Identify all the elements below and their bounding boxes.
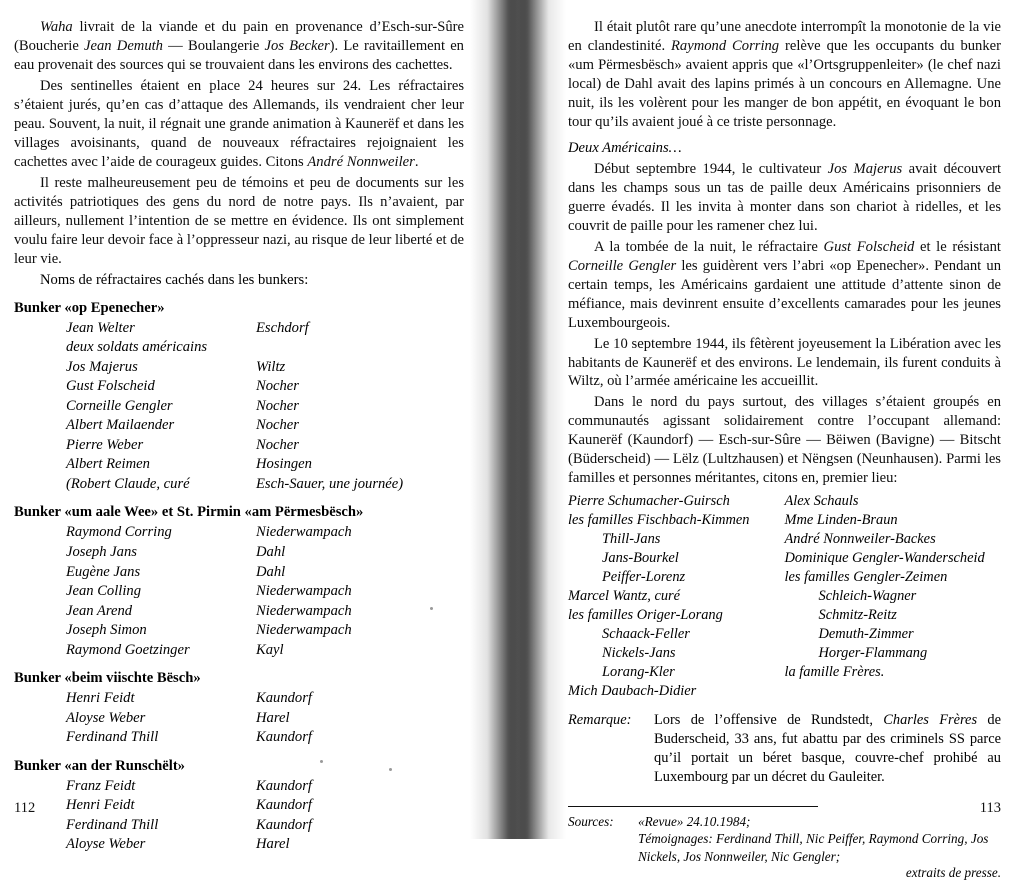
person-place: Niederwampach [256, 602, 352, 619]
list-item [14, 816, 464, 836]
person-name: Pierre Weber [66, 436, 144, 453]
person-place: Kaundorf [256, 797, 312, 814]
family-entry: Mme Linden-Braun [784, 512, 898, 529]
name-list [14, 689, 464, 748]
page-number-left: 112 [14, 800, 36, 816]
list-item [14, 621, 464, 641]
person-place: Nocher [256, 436, 299, 453]
families-column-left [568, 492, 785, 701]
bunker-title: Bunker «an der Runschëlt» [14, 757, 185, 774]
sources-line: «Revue» 24.10.1984; [638, 814, 751, 830]
person-name: Jean Colling [66, 583, 141, 600]
person-place: Kaundorf [256, 690, 312, 707]
person-name: (Robert Claude, curé [66, 475, 190, 492]
footnote-rule [568, 806, 818, 807]
family-entry: Nickels-Jans [602, 645, 676, 662]
sources-credit: extraits de presse. [905, 864, 1001, 880]
person-place: Kaundorf [256, 816, 312, 833]
person-name: Eugène Jans [66, 563, 141, 580]
bunker-title: Bunker «beim viischte Bësch» [14, 670, 201, 687]
name-list [14, 523, 464, 660]
family-entry: les familles Origer-Lorang [568, 607, 723, 624]
remark-block [568, 711, 1001, 786]
person-place: Niederwampach [256, 524, 352, 541]
list-item [14, 319, 464, 339]
person-name: Raymond Goetzinger [66, 641, 190, 658]
person-place: Kaundorf [256, 777, 312, 794]
person-name: Aloyse Weber [66, 709, 146, 726]
bunker-section [14, 669, 464, 748]
list-item [14, 563, 464, 583]
family-entry: Schmitz-Reitz [818, 607, 897, 624]
person-name: Ferdinand Thill [66, 816, 159, 833]
list-item [14, 377, 464, 397]
family-entry: Pierre Schumacher-Guirsch [568, 493, 730, 510]
family-entry: Mich Daubach-Didier [568, 683, 697, 700]
person-name: Albert Mailaender [66, 417, 175, 434]
person-place: Wiltz [256, 358, 286, 375]
person-place: Dahl [256, 563, 286, 580]
person-name: deux soldats américains [66, 339, 208, 356]
family-entry: Thill-Jans [602, 531, 661, 548]
family-entry: la famille Frères. [784, 664, 885, 681]
name-list [14, 319, 464, 495]
paper-speck [389, 768, 392, 771]
list-item [14, 728, 464, 748]
person-name: Joseph Jans [66, 543, 137, 560]
family-entry: Dominique Gengler-Wanderscheid [784, 550, 985, 567]
person-name: Raymond Corring [66, 524, 172, 541]
section-title: Deux Américains… [568, 139, 682, 156]
person-name: Joseph Simon [66, 622, 147, 639]
sources-line: Témoignages: Ferdinand Thill, Nic Peiffer, Raymond Corring, Jos Nickels, Jos Nonnweiler, Nic Gengler; [638, 831, 989, 864]
families-columns [568, 492, 1001, 701]
list-item [14, 436, 464, 456]
list-item [14, 358, 464, 378]
family-entry: les familles Fischbach-Kimmen [568, 512, 750, 529]
list-item [14, 602, 464, 622]
paragraph: A la tombée de la nuit, le réfractaire Gust Folscheid et le résistant Corneille Gengler les guidèrent vers l’abri «op Epenecher». Pendant un certain temps, les Américains gardaient une attitude d’attente sinon de méfiance, mais devinrent ensuite d’excellents camarades pour les jeunes Luxembourgeois. [568, 238, 1001, 331]
remark-label: Remarque: [568, 712, 632, 729]
page-right [500, 0, 1023, 880]
paper-speck [320, 760, 323, 763]
family-entry: André Nonnweiler-Backes [784, 531, 936, 548]
person-name: Henri Feidt [66, 690, 135, 707]
person-name: Franz Feidt [66, 777, 136, 794]
list-item [14, 796, 464, 816]
list-item [14, 689, 464, 709]
family-entry: les familles Gengler-Zeimen [784, 569, 948, 586]
person-place: Kayl [256, 641, 284, 658]
family-entry: Alex Schauls [784, 493, 859, 510]
person-place: Nocher [256, 378, 299, 395]
person-name: Jean Welter [66, 319, 135, 336]
person-place: Nocher [256, 417, 299, 434]
paragraph: Des sentinelles étaient en place 24 heures sur 24. Les réfractaires s’étaient jurés, qu’en cas d’attaque des Allemands, ils vendraient cher leur peau. Souvent, la nuit, il régnait une grande animation à Kaunerëf et dans les villages avoisinants, quand de nouveaux réfractaires rejoignaient les cachettes avec l’aide de courageux guides. Citons André Nonnweiler. [14, 77, 464, 170]
list-item [14, 709, 464, 729]
person-place: Dahl [256, 543, 286, 560]
sources-label: Sources: [568, 814, 614, 830]
family-entry: Schaack-Feller [602, 626, 690, 643]
paragraph: Il était plutôt rare qu’une anecdote interrompît la monotonie de la vie en clandestinité. Raymond Corring relève que les occupants du bunker «um Përmesbësch» avaient appris que «l’Ortsgruppenleiter» (le chef nazi local) de Dahl avait des lapins primés à un concours en Allemagne. Une nuit, ils les volèrent pour les manger de bon appétit, en évoquant le bon tour qu’ils avaient joué à ce triste personnage. [568, 19, 1001, 130]
family-entry: Jans-Bourkel [602, 550, 679, 567]
list-item [14, 455, 464, 475]
person-place: Kaundorf [256, 729, 312, 746]
families-column-right [785, 492, 1002, 701]
person-place: Harel [256, 709, 290, 726]
list-item [14, 835, 464, 855]
family-entry: Demuth-Zimmer [818, 626, 914, 643]
family-entry: Horger-Flammang [818, 645, 928, 662]
family-entry: Lorang-Kler [602, 664, 675, 681]
person-place: Esch-Sauer, une journée) [256, 475, 404, 492]
list-item [14, 397, 464, 417]
list-item [14, 338, 464, 358]
person-place [256, 338, 464, 358]
family-entry: Marcel Wantz, curé [568, 588, 681, 605]
paragraph: Début septembre 1944, le cultivateur Jos Majerus avait découvert dans les champs sous un tas de paille deux Américains prisonniers de guerre évadés. Il les invita à monter dans son chariot à ridelles, et les couvrit de paille pour les ramener chez lui. [568, 160, 1001, 234]
list-intro: Noms de réfractaires cachés dans les bunkers: [40, 271, 309, 288]
person-place: Niederwampach [256, 622, 352, 639]
person-name: Gust Folscheid [66, 378, 155, 395]
bunker-section [14, 757, 464, 855]
person-place: Hosingen [256, 456, 312, 473]
person-name: Albert Reimen [66, 456, 150, 473]
list-item [14, 475, 464, 495]
list-item [14, 582, 464, 602]
list-item [14, 641, 464, 661]
person-place: Niederwampach [256, 583, 352, 600]
paragraph: Il reste malheureusement peu de témoins et peu de documents sur les activités patriotiques des gens du nord de notre pays. Ils n’avaient, par ailleurs, nullement l’intention de se mettre en évidence. Ils ont simplement voulu faire leur devoir face à l’oppresseur nazi, au risque de leur liberté et de leur vie. [14, 174, 464, 267]
person-name: Jean Arend [66, 602, 133, 619]
bunker-section [14, 503, 464, 660]
person-place: Nocher [256, 397, 299, 414]
paragraph: Waha livrait de la viande et du pain en provenance d’Esch-sur-Sûre (Boucherie Jean Demuth — Boulangerie Jos Becker). Le ravitaillement en eau provenait des sources qui se trouvaient dans les environs des cachettes. [14, 19, 464, 73]
list-item [14, 416, 464, 436]
list-item [14, 543, 464, 563]
page-number-right: 113 [979, 800, 1001, 816]
paper-speck [430, 607, 433, 610]
sources-block [568, 813, 1001, 881]
paragraph: Dans le nord du pays surtout, des villages s’étaient groupés en communautés agissant solidairement contre l’occupant allemand: Kaunerëf (Kaundorf) — Esch-sur-Sûre — Bëiwen (Bavigne) — Bitscht (Büderscheid) — Lëlz (Lultzhausen) et Nëngsen (Neunhausen). Parmi les familles et personnes méritantes, citons en, premier lieu: [568, 394, 1001, 487]
page-left [0, 0, 500, 853]
list-item [14, 523, 464, 543]
person-place: Harel [256, 836, 290, 853]
bunker-title: Bunker «um aale Wee» et St. Pirmin «am Përmesbësch» [14, 504, 364, 521]
person-place: Eschdorf [256, 319, 309, 336]
remark-text: Lors de l’offensive de Rundstedt, Charles Frères de Buderscheid, 33 ans, fut abattu par des criminels SS parce qu’il portait un béret basque, couvre-chef prohibé au Luxembourg par un décret du Gauleiter. [654, 712, 1001, 785]
bunker-section [14, 299, 464, 495]
person-name: Aloyse Weber [66, 836, 146, 853]
person-name: Jos Majerus [66, 358, 138, 375]
person-name: Henri Feidt [66, 797, 135, 814]
person-name: Ferdinand Thill [66, 729, 159, 746]
name-list [14, 777, 464, 855]
person-name: Corneille Gengler [66, 397, 173, 414]
family-entry: Schleich-Wagner [818, 588, 917, 605]
paragraph: Le 10 septembre 1944, ils fêtèrent joyeusement la Libération avec les habitants de Kaunerëf et des environs. Le lendemain, ils furent conduits à Wiltz, où l’armée américaine les accueillit. [568, 335, 1001, 390]
bunker-title: Bunker «op Epenecher» [14, 299, 165, 316]
family-entry: Peiffer-Lorenz [602, 569, 686, 586]
list-item [14, 777, 464, 797]
